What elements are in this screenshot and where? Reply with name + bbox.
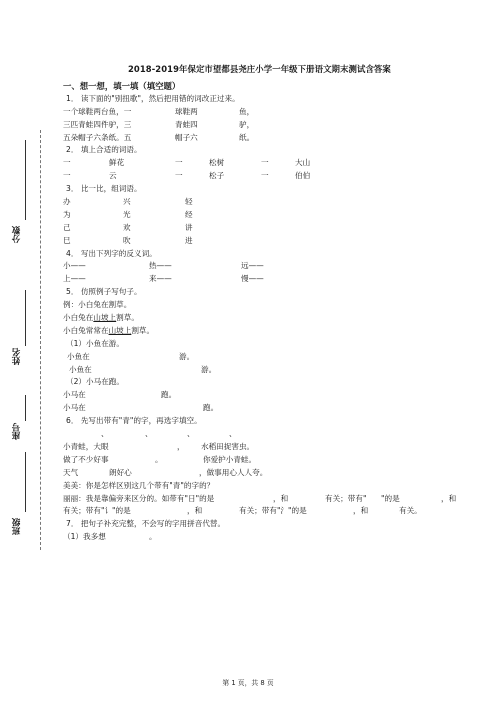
q1-stem: 1． 读下面的"别扭歌"，然后把用错的词改正过来。 <box>66 93 240 103</box>
seat-underline <box>25 395 26 421</box>
page-footer: 第 1 页，共 8 页 <box>222 679 274 687</box>
binding-margin <box>0 130 60 550</box>
q7-stem: 7． 把句子补充完整，不会写的字用拼音代替。 <box>66 519 226 529</box>
q7-line-1: （1）我多想 。 <box>63 532 157 542</box>
q6-line-1: 小青蛙，大眼 ， 水稻田捉害虫。 <box>63 441 255 451</box>
q5-example-sentence-1: 小白兔在山坡上割草。 <box>63 313 139 323</box>
section-heading: 一、想一想，填一填（填空题） <box>63 81 181 91</box>
q5-example: 例：小白兔在割草。 <box>63 300 132 310</box>
q1-line-2: 三匹青蛙四件驴，三 青蛙四 驴， <box>63 119 255 129</box>
q6-blank-row: 、 、 、 、 <box>101 429 237 439</box>
cut-line <box>40 130 41 550</box>
q6-stem: 6． 先写出带有"青"的字，再选字填空。 <box>66 416 202 426</box>
class-label: 班级 <box>12 518 22 535</box>
q4-row-2: 上—— 来—— 慢—— <box>63 274 264 284</box>
q1-line-1: 一个球鞋两台鱼，一 球鞋两 鱼， <box>63 106 255 116</box>
q5-part-1-label: （1）小鱼在游。 <box>66 338 124 348</box>
q5-stem: 5． 仿照例子写句子。 <box>66 287 142 297</box>
page-title: 2018-2019年保定市望都县尧庄小学一年级下册语文期末测试含答案 <box>128 64 391 74</box>
q5-part-2-label: （2）小马在跑。 <box>66 377 124 387</box>
score-underline <box>25 140 26 220</box>
q3-row-3: 己 欢 讲 <box>63 222 193 232</box>
q4-stem: 4． 写出下列字的反义词。 <box>66 248 157 258</box>
seat-label: 座号 <box>12 423 22 440</box>
score-field <box>10 130 30 260</box>
q6-line-2: 做了不少好事 。 你爱护小青蛙。 <box>63 454 257 464</box>
q6-line-5: 丽丽：我是靠偏旁来区分的。如带有"日"的是 ，和 有关；带有" "的是 ，和 <box>63 493 457 503</box>
q2-row-2: 一 云 一 松子 一 伯伯 <box>63 171 311 181</box>
q4-row-1: 小—— 热—— 远—— <box>63 261 264 271</box>
q6-line-3: 天气 朗好心 ，做事用心人人夸。 <box>63 467 268 477</box>
q3-row-1: 办 兴 轻 <box>63 197 193 207</box>
seat-field <box>10 375 30 445</box>
q5-part-2-answer-a: 小马在 跑。 <box>63 390 177 400</box>
name-label: 姓名 <box>12 348 22 365</box>
name-underline <box>25 290 26 346</box>
q3-row-2: 为 光 经 <box>63 209 193 219</box>
q2-stem: 2． 填上合适的词语。 <box>66 145 142 155</box>
q1-line-3: 五朵帽子六条纸。五 帽子六 纸。 <box>63 132 255 142</box>
exam-content <box>63 80 483 544</box>
q5-part-1-answer-b: 小鱼在 游。 <box>69 364 217 374</box>
q5-part-1-answer-a: 小鱼在 游。 <box>67 351 195 361</box>
q6-line-6: 有关；带有"讠"的是 ，和 有关；带有"氵"的是 ，和 有关。 <box>63 506 422 516</box>
score-label: 分数 <box>12 226 22 243</box>
q6-line-4: 美美：你是怎样区别这几个带有"青"的字的？ <box>63 480 215 490</box>
q2-row-1: 一 鲜花 一 松树 一 大山 <box>63 158 311 168</box>
q3-row-4: 巳 吹 进 <box>63 235 193 245</box>
q5-example-sentence-2: 小白兔常常在山坡上割草。 <box>63 325 155 335</box>
q3-stem: 3． 比一比，组词语。 <box>66 184 142 194</box>
class-field <box>10 440 30 550</box>
name-field <box>10 270 30 370</box>
q5-part-2-answer-b: 小马在 跑。 <box>63 403 219 413</box>
class-underline <box>25 452 26 512</box>
